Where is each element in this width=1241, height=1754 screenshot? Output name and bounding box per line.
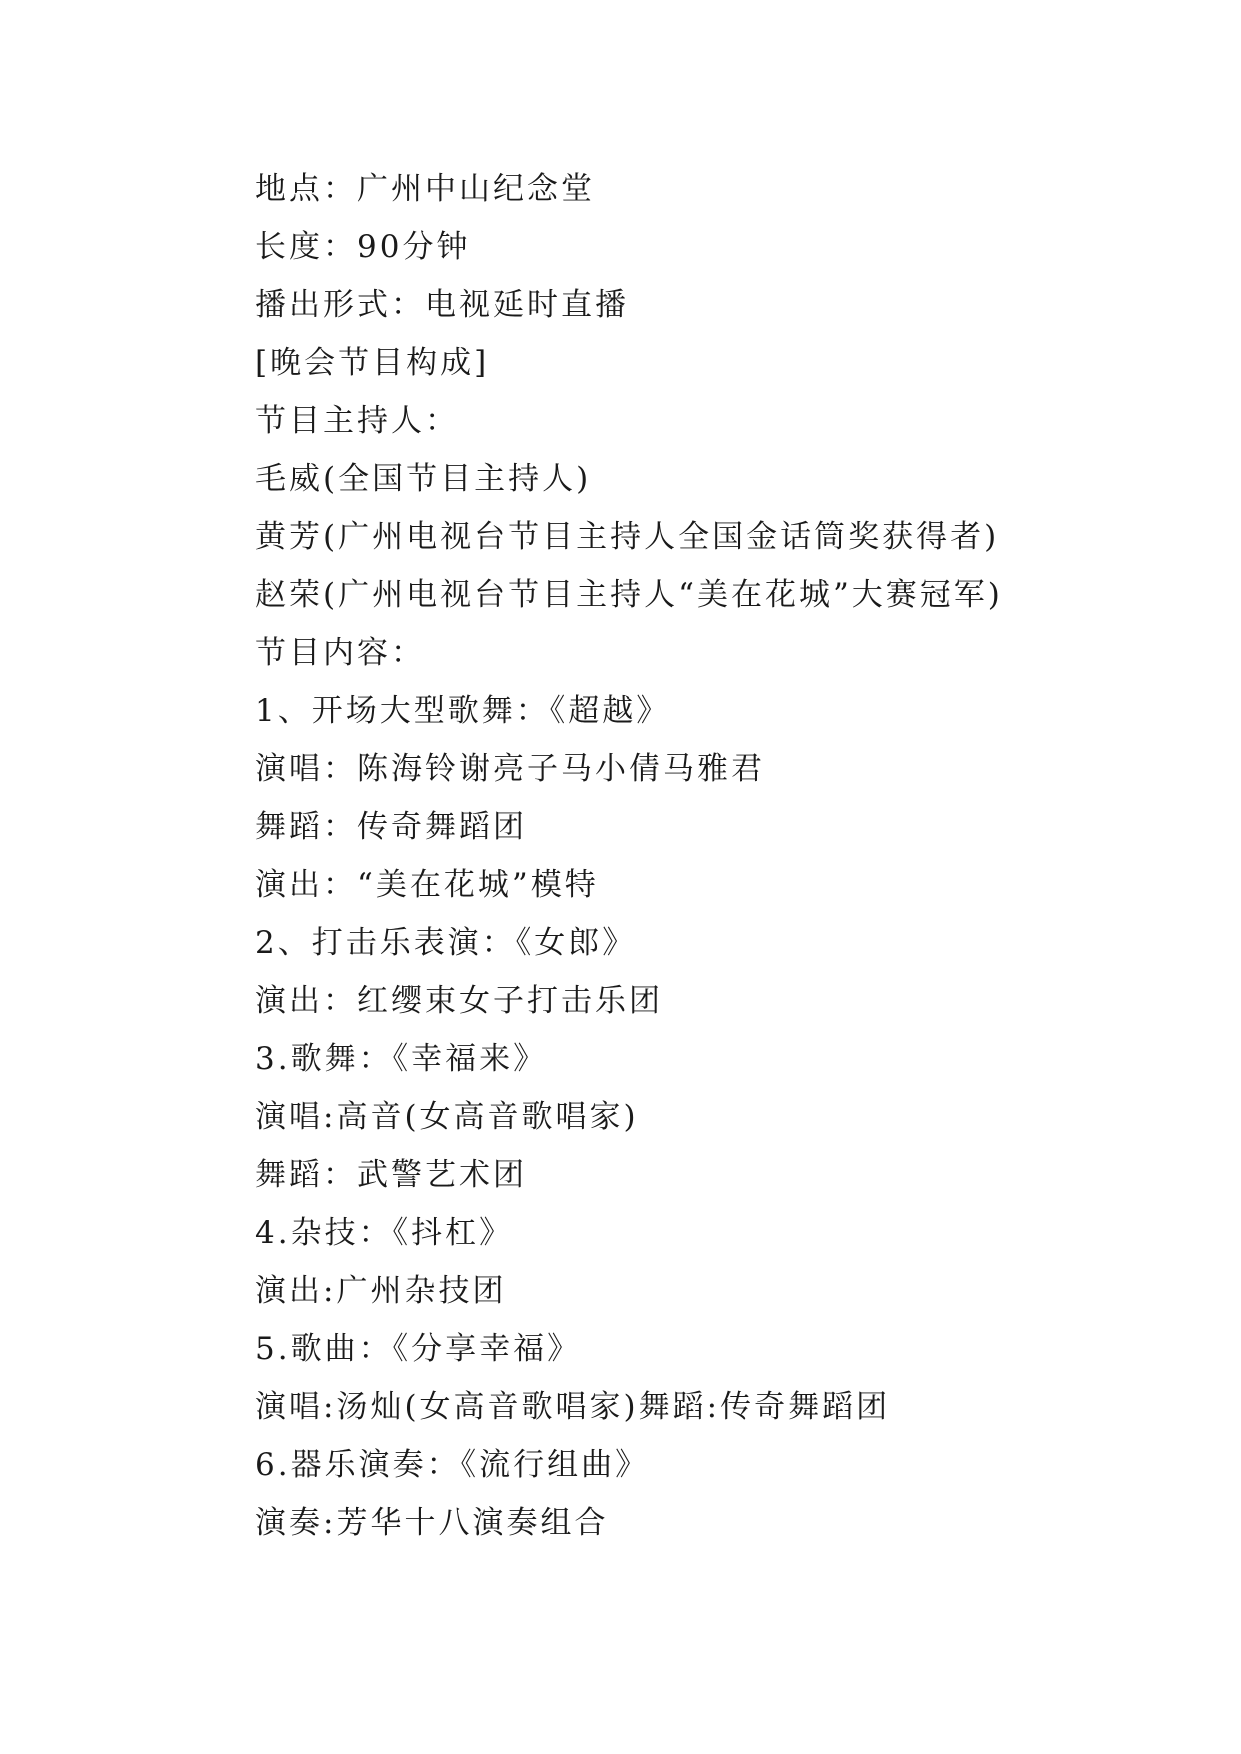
text-line-item-2: 2、打击乐表演：《女郎》 [255, 925, 637, 961]
text-line-item-5: 5.歌曲：《分享幸福》 [255, 1331, 582, 1367]
text-line-item-5-performers: 演唱:汤灿(女高音歌唱家)舞蹈:传奇舞蹈团 [255, 1389, 891, 1425]
text-line-item-2-performers: 演出：红缨束女子打击乐团 [255, 983, 663, 1019]
text-line-host-3: 赵荣(广州电视台节目主持人“美在花城”大赛冠军) [255, 577, 1003, 613]
text-line-item-3-dance: 舞蹈：武警艺术团 [255, 1157, 527, 1193]
text-line-item-1-singers: 演唱：陈海铃谢亮子马小倩马雅君 [255, 751, 765, 787]
document-body [255, 160, 1155, 1552]
text-line-duration: 长度：90分钟 [255, 229, 471, 265]
text-line-item-3-singer: 演唱:高音(女高音歌唱家) [255, 1099, 639, 1135]
text-line-item-4-performers: 演出:广州杂技团 [255, 1273, 507, 1309]
text-line-item-4: 4.杂技：《抖杠》 [255, 1215, 514, 1251]
text-line-item-6-performers: 演奏:芳华十八演奏组合 [255, 1505, 609, 1541]
text-line-hosts-heading: 节目主持人： [255, 403, 459, 439]
text-line-content-heading: 节目内容： [255, 635, 425, 671]
text-line-item-1-dance: 舞蹈：传奇舞蹈团 [255, 809, 527, 845]
section-heading-program-structure: [晚会节目构成] [255, 345, 490, 381]
text-line-item-1-performers: 演出：“美在花城”模特 [255, 867, 599, 903]
text-line-venue: 地点：广州中山纪念堂 [255, 171, 595, 207]
text-line-item-3: 3.歌舞：《幸福来》 [255, 1041, 548, 1077]
text-line-broadcast-format: 播出形式：电视延时直播 [255, 287, 629, 323]
text-line-item-6: 6.器乐演奏：《流行组曲》 [255, 1447, 650, 1483]
text-line-item-1: 1、开场大型歌舞：《超越》 [255, 693, 671, 729]
text-line-host-2: 黄芳(广州电视台节目主持人全国金话筒奖获得者) [255, 519, 1000, 555]
text-line-host-1: 毛威(全国节目主持人) [255, 461, 592, 497]
